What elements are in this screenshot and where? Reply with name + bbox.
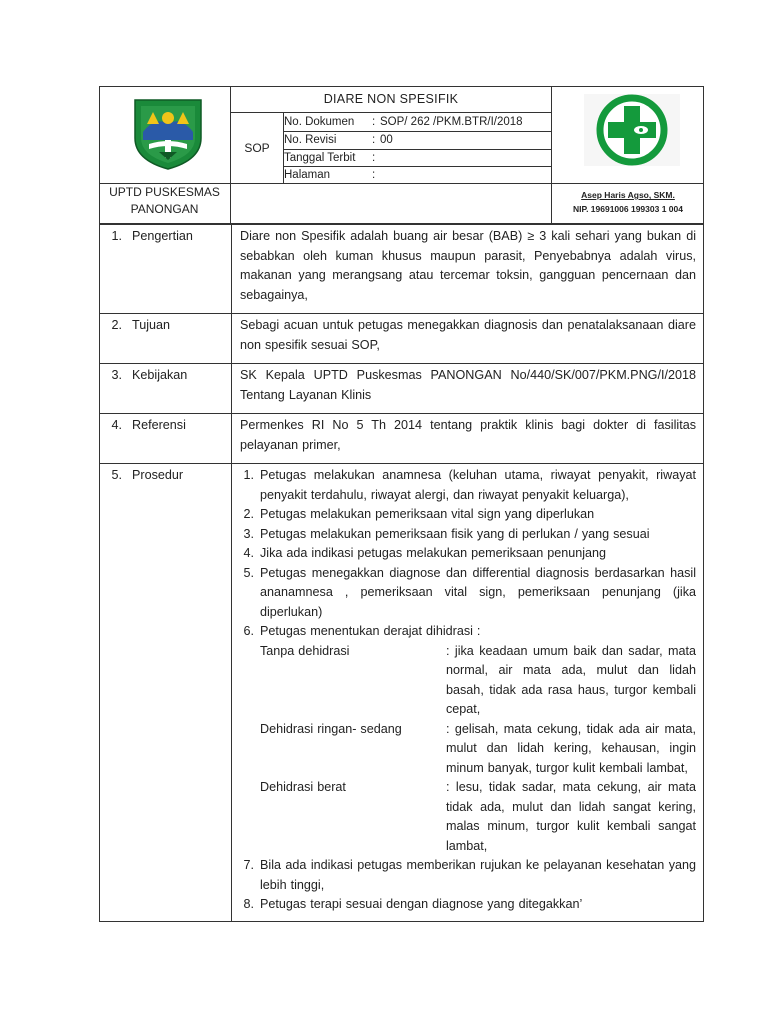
- dehydration-level-none: Tanpa dehidrasi : jika keadaan umum baik dan sadar, mata normal, air mata ada, mulut dan lidah basah, tidak ada rasa haus, turgor kembali cepat,: [260, 643, 696, 716]
- list-item: 1. Petugas melakukan anamnesa (keluhan utama, riwayat penyakit, riwayat penyakit terdahulu, riwayat alergi, dan riwayat penyakit keluarga),: [258, 466, 696, 505]
- signer-nip: NIP. 19691006 199303 1 004: [573, 204, 683, 214]
- signer-name: Asep Haris Agso, SKM.: [581, 190, 675, 200]
- section-row-policy: 3. Kebijakan SK Kepala UPTD Puskesmas PANONGAN No/440/SK/007/PKM.PNG/I/2018 Tentang Layanan Klinis: [100, 364, 704, 414]
- list-item: 4. Jika ada indikasi petugas melakukan pemeriksaan penunjang: [258, 544, 696, 564]
- procedure-steps-list: [240, 466, 696, 915]
- meta-row-document-number: No. Dokumen : SOP/ 262 /PKM.BTR/I/2018: [284, 116, 523, 128]
- list-item: 7. Bila ada indikasi petugas memberikan rujukan ke pelayanan kesehatan yang lebih tinggi,: [258, 856, 696, 895]
- section-label: Prosedur: [132, 468, 184, 482]
- puskesmas-cross-logo: [584, 94, 680, 166]
- section-text: SK Kepala UPTD Puskesmas PANONGAN No/440/SK/007/PKM.PNG/I/2018 Tentang Layanan Klinis: [232, 364, 704, 414]
- list-item: 8. Petugas terapi sesuai dengan diagnose yang ditegakkan’: [258, 895, 696, 915]
- sop-label: SOP: [244, 141, 270, 155]
- list-item: 5. Petugas menegakkan diagnose dan differential diagnosis berdasarkan hasil ananamnesa , pemeriksaan vital sign, pemeriksaan penunjang (jika diperlukan): [258, 564, 696, 623]
- meta-row-revision: No. Revisi : 00: [284, 134, 393, 146]
- section-text: Permenkes RI No 5 Th 2014 tentang praktik klinis bagi dokter di fasilitas pelayanan primer,: [232, 414, 704, 464]
- section-row-definition: 1. Pengertian Diare non Spesifik adalah buang air besar (BAB) ≥ 3 kali sehari yang bukan di sebabkan oleh kuman khusus maupun parasit, Penyebabnya adalah virus, makanan yang merangsang atau tercemar toksin, gangguan pencernaan dan sebagainya,: [100, 225, 704, 314]
- dehydration-level-severe: Dehidrasi berat : lesu, tidak sadar, mata cekung, air mata tidak ada, mulut dan lidah sangat kering, malas minum, turgor kulit kembali sangat lambat,: [260, 780, 696, 853]
- dehydration-level-mild-moderate: Dehidrasi ringan- sedang : gelisah, mata cekung, tidak ada air mata, mulut dan lidah kering, kehausan, ingin minum banyak, turgor kulit kembali lambat,: [260, 721, 696, 775]
- sop-content-table: [99, 224, 704, 922]
- list-item: 2. Petugas melakukan pemeriksaan vital sign yang diperlukan: [258, 505, 696, 525]
- section-row-purpose: 2. Tujuan Sebagi acuan untuk petugas menegakkan diagnosis dan penatalaksanaan diare non spesifik sesuai SOP,: [100, 314, 704, 364]
- list-item: 3. Petugas melakukan pemeriksaan fisik yang di perlukan / yang sesuai: [258, 525, 696, 545]
- list-item: 6. Petugas menentukan derajat dihidrasi : Tanpa dehidrasi : jika keadaan umum baik dan sadar, mata normal, air mata ada, mulut dan lidah basah, tidak ada rasa haus, turgor kembali cepat, Dehidrasi ringan- sedang : gelisah, mata cekung, tidak ada air mata, mulut dan lidah kering, kehausan, ingin minum banyak, turgor kulit kembali lambat, Dehidrasi berat : lesu, tidak sadar, mata cekung, air mata tidak ada, mulut dan lidah sangat kering, malas minum, turgor kulit kembali sangat lambat,: [258, 622, 696, 856]
- meta-row-issue-date: Tanggal Terbit :: [284, 152, 376, 164]
- section-text: Sebagi acuan untuk petugas menegakkan diagnosis dan penatalaksanaan diare non spesifik sesuai SOP,: [232, 314, 704, 364]
- section-row-reference: 4. Referensi Permenkes RI No 5 Th 2014 tentang praktik klinis bagi dokter di fasilitas pelayanan primer,: [100, 414, 704, 464]
- section-row-procedure: 5. Prosedur 1. Petugas melakukan anamnesa (keluhan utama, riwayat penyakit, riwayat penyakit terdahulu, riwayat alergi, dan riwayat penyakit keluarga), 2. Petugas melakukan pemeriksaan vital sign yang diperlukan 3. Petugas melakukan pemeriksaan fisik yang di perlukan / yang sesuai 4. Jika ada indikasi petugas melakukan pemeriksaan penunjang 5. Petugas menegakkan diagnose dan differential diagnosis berdasarkan hasil ananamnesa , pemeriksaan vital sign, pemeriksaan penunjang (jika diperlukan) 6. Petugas menentukan derajat dihidrasi : Tanpa dehidrasi : jika keadaan umum baik dan sadar, mata normal, air mata ada, mulut dan lidah basah, tidak ada rasa haus, turgor kembali cepat, Dehidrasi ringan- sedang : gelisah, mata cekung, tidak ada air mata, mulut dan lidah kering, kehausan, ingin minum banyak, turgor kulit kembali lambat, Dehidrasi berat : lesu, tidak sadar, mata cekung, air mata tidak ada, mulut dan lidah sangat kering, malas minum, turgor kulit kembali sangat lambat, 7. Bila ada indikasi petugas memberikan rujukan ke pelayanan kesehatan yang lebih tinggi, 8. Petugas terapi sesuai dengan diagnose yang ditegakkan’: [100, 464, 704, 922]
- document-header: [99, 86, 704, 224]
- section-label: Referensi: [132, 418, 186, 432]
- section-text: Diare non Spesifik adalah buang air besar (BAB) ≥ 3 kali sehari yang bukan di sebabkan oleh kuman khusus maupun parasit, Penyebabnya adalah virus, makanan yang merangsang atau tercemar toksin, gangguan pencernaan dan sebagainya,: [232, 225, 704, 314]
- organization-name: UPTD PUSKESMAS PANONGAN: [109, 185, 220, 216]
- section-label: Pengertian: [132, 229, 193, 243]
- section-label: Kebijakan: [132, 368, 188, 382]
- meta-row-page: Halaman :: [284, 169, 376, 181]
- document-title: DIARE NON SPESIFIK: [323, 92, 459, 106]
- section-label: Tujuan: [132, 318, 171, 332]
- regency-emblem-logo: [129, 94, 207, 172]
